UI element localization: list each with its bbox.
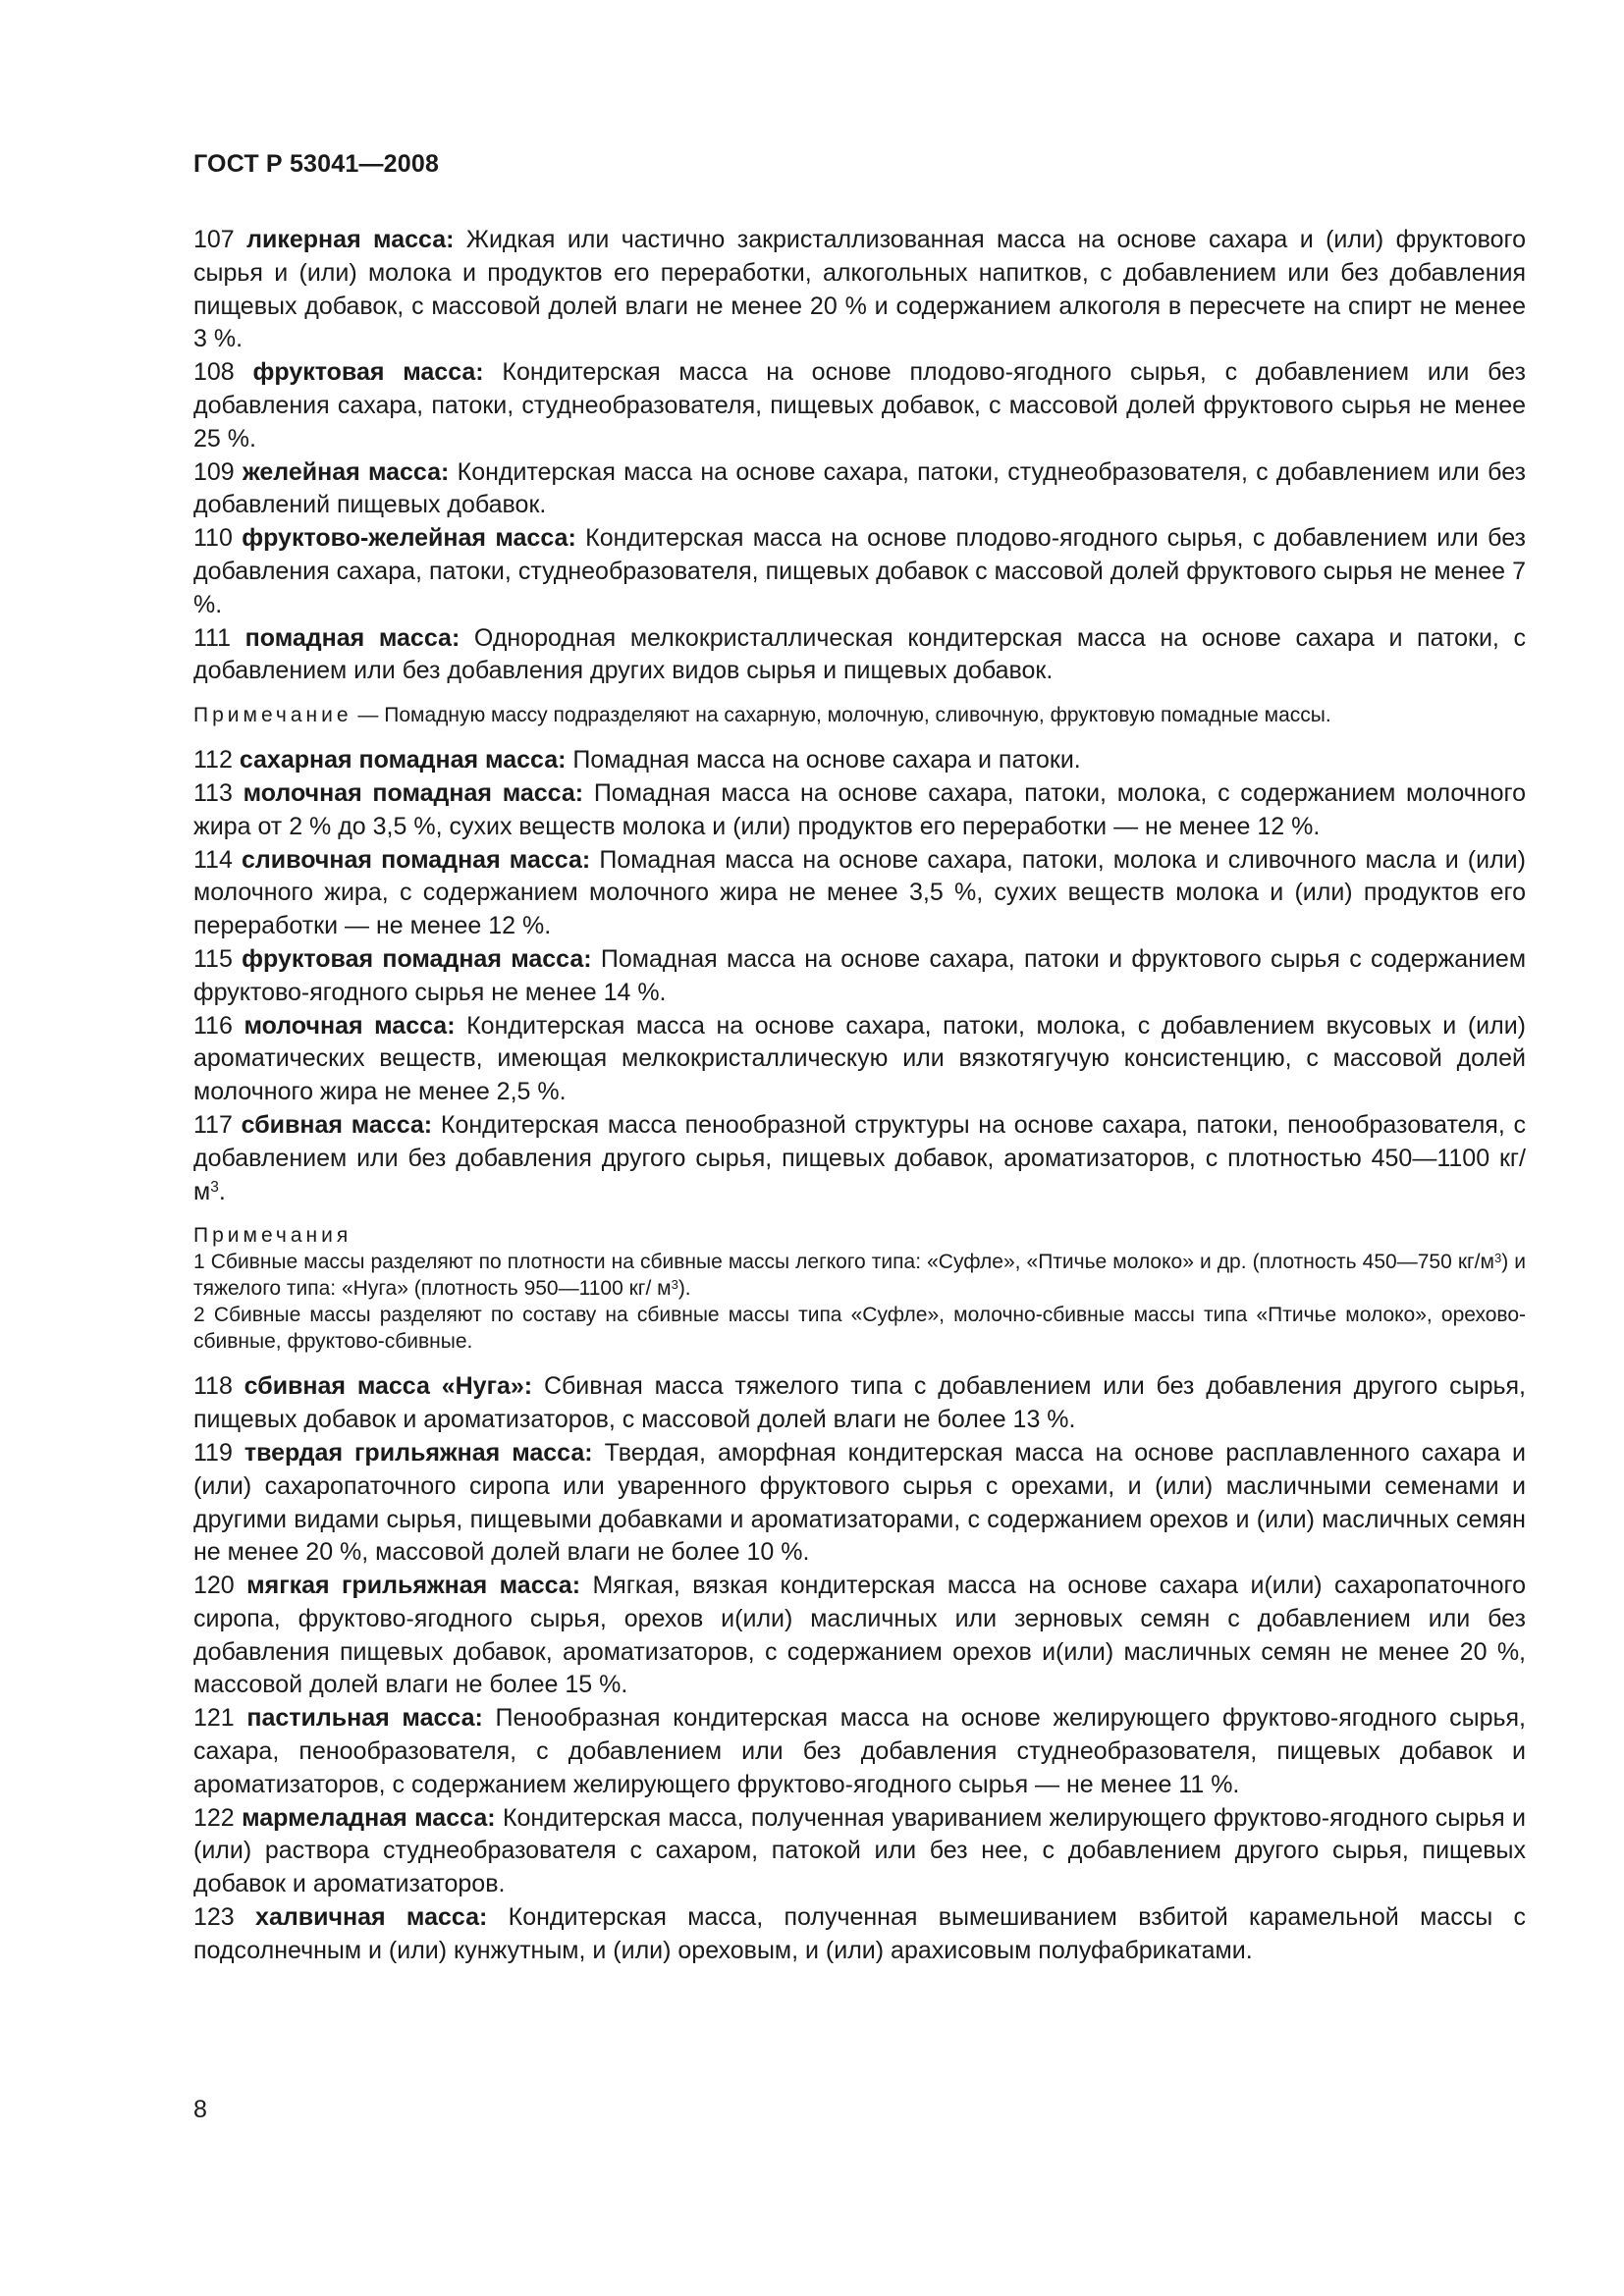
term-110 [193, 522, 1526, 621]
term-definition: Однородная мелкокристаллическая кондитерская масса на основе сахара и патоки, с добавлением или без добавления других видов сырья и пищевых добавок. [193, 623, 1526, 685]
term-number: 115 [193, 944, 233, 973]
term-name: фруктовая помадная масса: [242, 944, 592, 973]
term-number: 110 [193, 524, 233, 553]
term-number: 117 [193, 1110, 233, 1139]
term-122 [193, 1802, 1526, 1901]
term-name: мягкая грильяжная масса: [246, 1572, 581, 1600]
term-name: сахарная помадная масса: [239, 746, 567, 774]
term-123 [193, 1901, 1526, 1968]
note-text: — Помадную массу подразделяют на сахарную, молочную, сливочную, фруктовую помадные массы. [352, 704, 1331, 727]
superscript-3: 3 [210, 1178, 219, 1196]
term-number: 120 [193, 1572, 235, 1600]
term-definition: Кондитерская масса на основе сахара, патоки, студнеобразователя, с добавлением или без добавлений пищевых добавок. [193, 457, 1527, 519]
term-107 [193, 224, 1526, 356]
term-name: желейная масса: [242, 457, 450, 486]
term-number: 118 [193, 1372, 233, 1401]
term-number: 119 [193, 1438, 233, 1467]
term-definition: Кондитерская масса, полученная вымешиванием взбитой карамельной массы с подсолнечным и (или) кунжутным, и (или) ореховым, и (или) арахисовым полуфабрикатами. [193, 1903, 1526, 1964]
term-name: молочная помадная масса: [243, 778, 584, 807]
term-number: 121 [193, 1704, 235, 1733]
notes-label: Примечания [193, 1224, 352, 1248]
term-111 [193, 622, 1526, 689]
note-111 [193, 702, 1526, 728]
term-name: ликерная масса: [246, 226, 455, 253]
term-definition: Сбивная масса тяжелого типа с добавлением или без добавления другого сырья, пищевых добавок и ароматизаторов, с массовой долей влаги не более 13 %. [193, 1372, 1526, 1434]
term-definition: Кондитерская масса на основе плодово-ягодного сырья, с добавлением или без добавления сахара, патоки, студнеобразователя, пищевых добавок с массовой долей фруктового сырья не менее 7 %. [193, 524, 1527, 618]
term-121 [193, 1702, 1526, 1801]
document-header: ГОСТ Р 53041—2008 [193, 150, 440, 178]
term-number: 122 [193, 1803, 235, 1832]
note-label: Примечание [193, 704, 352, 727]
term-112 [193, 744, 1526, 777]
term-definition: Кондитерская масса на основе сахара, патоки, молока, с добавлением вкусовых и (или) ароматических веществ, имеющая мелкокристаллическую или вязкотягучую консистенцию, с массовой долей молочного жира не менее 2,5 %. [193, 1011, 1526, 1106]
term-definition: Твердая, аморфная кондитерская масса на основе расплавленного сахара и (или) сахаропаточного сиропа или уваренного фруктового сырья с орехами, и (или) масличными семенами и другими видами сырья, пищевыми добавками и ароматизаторами, с содержанием орехов и (или) масличных семян не менее 20 %, массовой долей влаги не более 10 %. [193, 1438, 1526, 1567]
term-name: фруктовая масса: [252, 358, 484, 387]
term-name: фруктово-желейная масса: [242, 524, 576, 553]
notes-117 [193, 1222, 1526, 1355]
term-definition: Помадная масса на основе сахара, патоки, молока и сливочного масла и (или) молочного жира, с содержанием молочного жира не менее 3,5 %, сухих веществ молока и (или) продуктов его переработки — не менее 12 %. [193, 845, 1526, 940]
term-definition: Помадная масса на основе сахара, патоки и фруктового сырья с содержанием фруктово-ягодного сырья не менее 14 %. [193, 944, 1527, 1006]
term-number: 107 [193, 226, 235, 253]
term-number: 113 [193, 778, 233, 807]
note-1: 1 Сбивные массы разделяют по плотности на сбивные массы легкого типа: «Суфле», «Птичье молоко» и др. (плотность 450—750 $кг/м^3$) и тяжелого типа: «Нуга» (плотность 950—1100 кг/ $м^3$). [193, 1250, 1526, 1301]
superscript-3: 3 [1493, 1250, 1502, 1265]
term-109 [193, 456, 1526, 523]
term-name: сливочная помадная масса: [242, 845, 591, 874]
superscript-3: 3 [671, 1276, 678, 1292]
term-name: молочная масса: [244, 1011, 456, 1040]
document-body [193, 224, 1526, 1968]
term-number: 108 [193, 358, 235, 387]
term-name: мармеладная масса: [242, 1803, 496, 1832]
term-number: 123 [193, 1903, 235, 1932]
term-number: 114 [193, 845, 233, 874]
term-113 [193, 777, 1526, 844]
term-114 [193, 844, 1526, 943]
term-name: твердая грильяжная масса: [244, 1438, 593, 1467]
term-definition: Кондитерская масса пенообразной структуры на основе сахара, патоки, пенообразователя, с добавлением или без добавления другого сырья, пищевых добавок, ароматизаторов, с плотностью 450—1100 кг/ м [193, 1110, 1527, 1205]
term-definition-end: . [218, 1177, 226, 1205]
term-definition: Помадная масса на основе сахара, патоки, молока, с содержанием молочного жира от 2 % до 3,5 %, сухих веществ молока и (или) продуктов его переработки — не менее 12 %. [193, 778, 1526, 840]
page-number: 8 [193, 2096, 207, 2123]
term-name: халвичная масса: [255, 1903, 488, 1932]
term-108 [193, 356, 1526, 455]
term-number: 111 [193, 623, 232, 652]
term-116 [193, 1010, 1526, 1109]
term-name: сбивная масса «Нуга»: [244, 1372, 533, 1401]
term-number: 116 [193, 1011, 233, 1040]
term-definition: Жидкая или частично закристаллизованная масса на основе сахара и (или) фруктового сырья и (или) молока и продуктов его переработки, алкогольных напитков, с добавлением или без добавления пищевых добавок, с массовой долей влаги не менее 20 % и содержанием алкоголя в пересчете на спирт не менее 3 %. [193, 226, 1526, 353]
term-definition: Пенообразная кондитерская масса на основе желирующего фруктово-ягодного сырья, сахара, пенообразователя, с добавлением или без добавления студнеобразователя, пищевых добавок и ароматизаторов, с содержанием желирующего фруктово-ягодного сырья — не менее 11 %. [193, 1704, 1526, 1798]
term-120 [193, 1570, 1526, 1702]
term-name: пастильная масса: [246, 1704, 483, 1733]
note-2: 2 Сбивные массы разделяют по составу на сбивные массы типа «Суфле», молочно-сбивные массы типа «Птичье молоко», орехово-сбивные, фруктово-сбивные. [193, 1304, 1526, 1354]
term-118 [193, 1370, 1526, 1437]
term-definition: Кондитерская масса, полученная увариванием желирующего фруктово-ягодного сырья и (или) раствора студнеобразователя с сахаром, патокой или без нее, с добавлением другого сырья, пищевых добавок и ароматизаторов. [193, 1803, 1527, 1898]
term-119 [193, 1437, 1526, 1570]
term-115 [193, 943, 1526, 1010]
term-definition: Помадная масса на основе сахара и патоки. [572, 746, 1081, 774]
term-117 [193, 1109, 1526, 1208]
term-definition: Кондитерская масса на основе плодово-ягодного сырья, с добавлением или без добавления сахара, патоки, студнеобразователя, пищевых добавок, с массовой долей фруктового сырья не менее 25 %. [193, 358, 1526, 453]
term-name: сбивная масса: [241, 1110, 433, 1139]
term-definition: Мягкая, вязкая кондитерская масса на основе сахара и(или) сахаропаточного сиропа, фруктово-ягодного сырья, орехов и(или) масличных или зерновых семян с добавлением или без добавления пищевых добавок, ароматизаторов, с содержанием орехов и(или) масличных семян не менее 20 %, массовой долей влаги не более 15 %. [193, 1572, 1526, 1699]
term-name: помадная масса: [244, 623, 460, 652]
term-number: 109 [193, 457, 235, 486]
term-number: 112 [193, 746, 233, 774]
